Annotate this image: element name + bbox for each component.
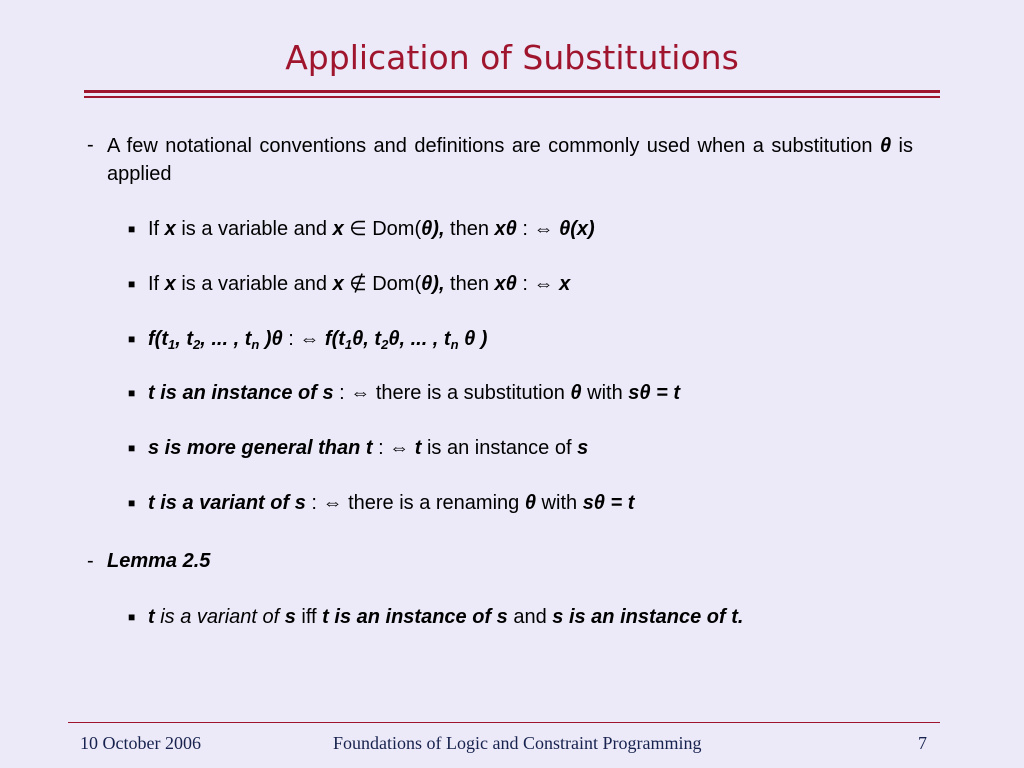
- footer-date: 10 October 2006: [80, 733, 201, 753]
- bullet-4-text: t is an instance of s : ⇔ there is a substitution θ with sθ = t: [148, 382, 680, 404]
- bullet-1-text: If x is a variable and x ∈ Dom(θ), then xθ : ⇔ θ(x): [148, 218, 595, 240]
- intro-dash: -: [87, 134, 94, 156]
- bullet-5-text: s is more general than t : ⇔ t is an instance of s: [148, 437, 589, 459]
- lemma-label: Lemma 2.5: [107, 550, 211, 572]
- bullet-7-icon: ■: [128, 610, 136, 624]
- bullet-3-icon: ■: [128, 332, 136, 346]
- title-rule-thin: [84, 96, 940, 98]
- lemma-dash: -: [87, 550, 94, 572]
- bullet-7-text: t is a variant of s iff t is an instance of s and s is an instance of t.: [148, 606, 744, 628]
- bullet-1-icon: ■: [128, 222, 136, 236]
- footer-page-number: 7: [918, 733, 927, 753]
- slide-title: Application of Substitutions: [285, 38, 739, 77]
- bullet-2-text: If x is a variable and x ∉ Dom(θ), then xθ : ⇔ x: [148, 273, 571, 295]
- bullet-6-text: t is a variant of s : ⇔ there is a renaming θ with sθ = t: [148, 492, 635, 514]
- bullet-4-icon: ■: [128, 386, 136, 400]
- footer-course-title: Foundations of Logic and Constraint Programming: [333, 733, 702, 753]
- bullet-5-icon: ■: [128, 441, 136, 455]
- footer-rule: [68, 722, 940, 723]
- bullet-3-text: $f(t_1$, $t_2$, ... , $t_n$ )θ : ⇔ $f(t_1\theta$, $t_2\theta$, ... , $t_n$ θ ): [148, 328, 488, 352]
- title-rule-thick: [84, 90, 940, 93]
- bullet-6-icon: ■: [128, 496, 136, 510]
- bullet-2-icon: ■: [128, 277, 136, 291]
- intro-text: A few notational conventions and definitions are commonly used when a substitution θ is applied: [107, 135, 913, 185]
